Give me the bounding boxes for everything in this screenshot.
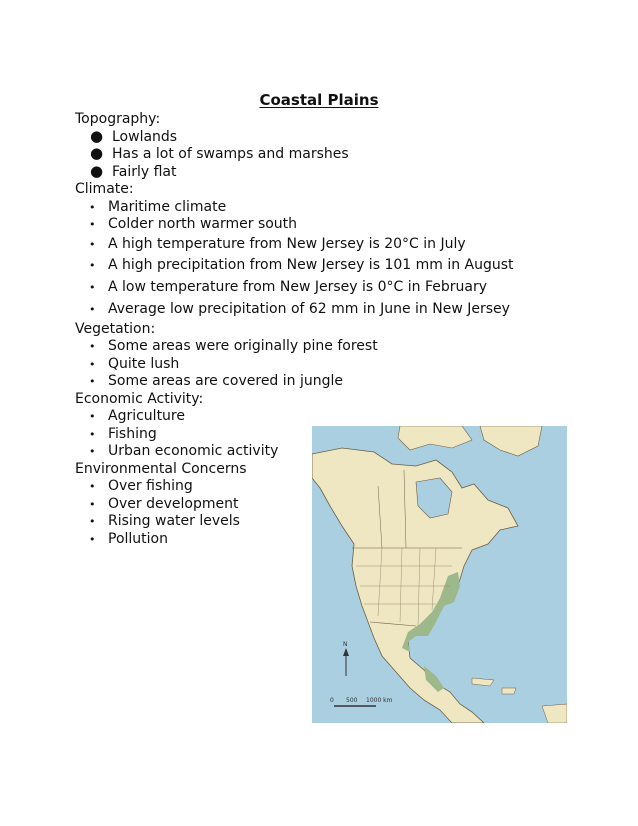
bullet-icon: • — [89, 532, 96, 546]
scale-label: 500 — [346, 697, 358, 704]
list-item: • Average low precipitation of 62 mm in June in New Jersey — [75, 299, 575, 321]
list-item: • Over fishing — [89, 478, 193, 495]
list-item: • Pollution — [89, 530, 168, 547]
section-heading: Environmental Concerns — [75, 460, 247, 477]
list-item: • Over development — [89, 495, 239, 512]
list-item: • A low temperature from New Jersey is 0°C in February — [75, 277, 575, 299]
list-item: ● Lowlands — [90, 126, 178, 145]
bullet-icon: • — [89, 259, 96, 273]
bullet-icon: • — [89, 302, 96, 316]
bullet-list — [75, 199, 575, 234]
bullet-icon: • — [89, 218, 96, 231]
bullet-icon: • — [89, 480, 96, 494]
map-graphic — [312, 426, 567, 723]
list-item: • Colder north warmer south — [89, 216, 298, 232]
bullet-icon: • — [89, 200, 96, 214]
list-item: • Some areas were originally pine forest — [89, 338, 378, 355]
bullet-icon: ● — [90, 144, 104, 162]
section-climate — [75, 181, 575, 321]
list-item: • Agriculture — [89, 408, 185, 425]
list-item: • Rising water levels — [89, 513, 240, 530]
section-heading: Vegetation: — [75, 320, 156, 337]
north-america-map — [312, 426, 567, 723]
page-title: Coastal Plains — [259, 91, 379, 109]
list-item: • Fishing — [89, 425, 157, 442]
hispaniola — [502, 688, 516, 694]
north-label: N — [343, 641, 348, 648]
list-item: • A high temperature from New Jersey is 20°C in July — [75, 234, 575, 256]
bullet-list — [75, 234, 575, 321]
bullet-list — [75, 338, 575, 391]
list-item: • A high precipitation from New Jersey is 101 mm in August — [75, 255, 575, 277]
list-item: • Urban economic activity — [89, 443, 279, 460]
bullet-icon: • — [89, 497, 96, 511]
bullet-icon: ● — [90, 126, 104, 145]
section-topography — [75, 111, 575, 181]
bullet-list — [75, 126, 575, 182]
bullet-icon: • — [89, 281, 96, 295]
list-item: • Quite lush — [89, 355, 180, 372]
bullet-icon: • — [89, 515, 96, 529]
list-item: • Some areas are covered in jungle — [89, 373, 344, 390]
scale-label: 1000 km — [366, 697, 393, 704]
section-heading: Climate: — [75, 181, 134, 197]
section-vegetation — [75, 321, 575, 391]
bullet-icon: • — [89, 427, 96, 441]
section-heading: Economic Activity: — [75, 390, 204, 407]
bullet-icon: • — [89, 375, 96, 389]
list-item: ● Has a lot of swamps and marshes — [90, 144, 349, 162]
bullet-icon: • — [89, 445, 96, 459]
list-item: ● Fairly flat — [90, 161, 177, 180]
bullet-icon: • — [89, 357, 96, 371]
list-item: • Maritime climate — [89, 198, 227, 215]
bullet-icon: • — [89, 237, 96, 251]
bullet-icon: ● — [90, 161, 104, 180]
bullet-icon: • — [89, 340, 96, 354]
section-heading: Topography: — [75, 111, 161, 127]
scale-label: 0 — [330, 697, 334, 704]
bullet-icon: • — [89, 410, 96, 424]
